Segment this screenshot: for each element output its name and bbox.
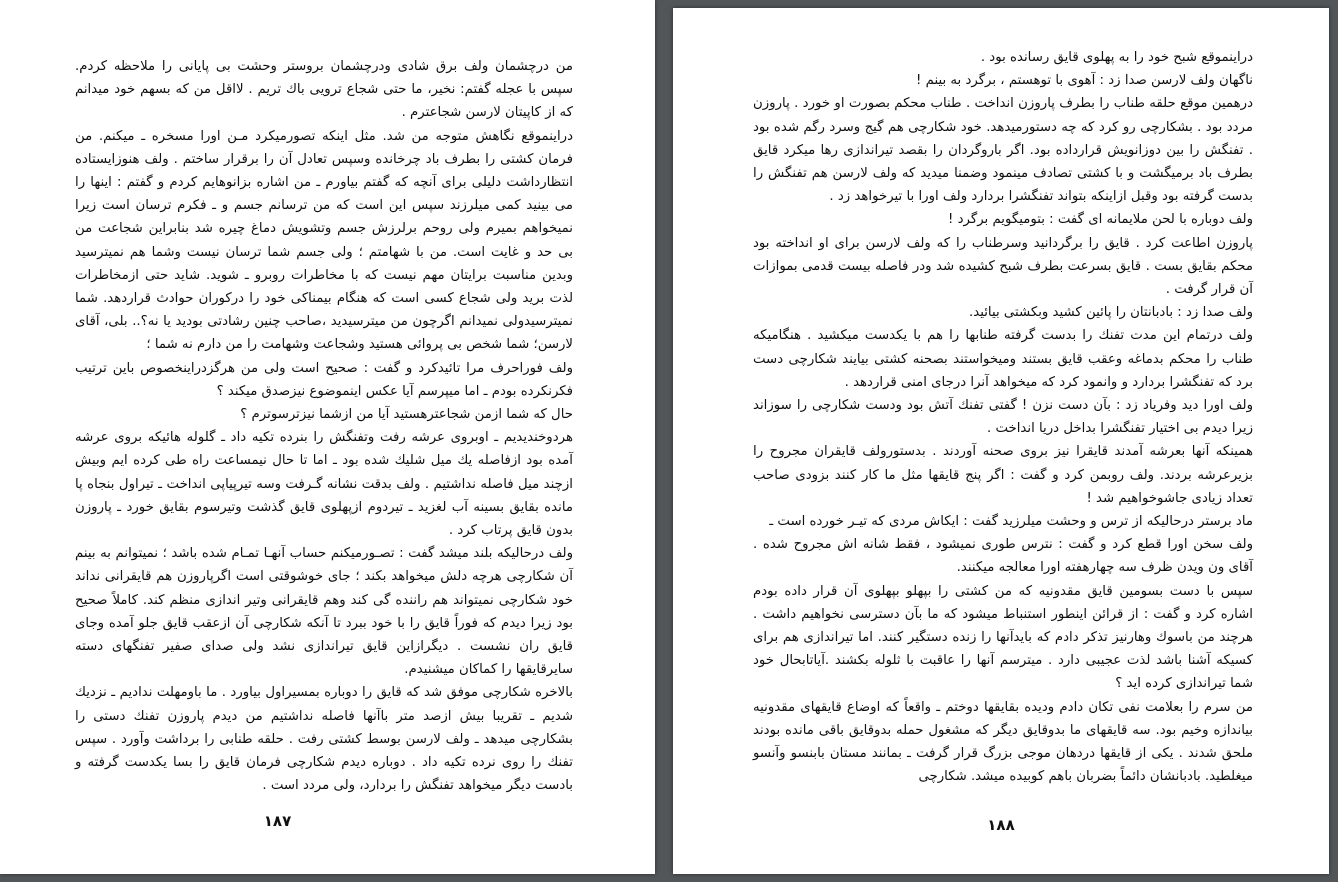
paragraph: سپس با دست بسومین قایق مقدونیه که من کشتی را بپهلو بپهلوی آن قرار داده بودم اشاره کرد و گفت : از قرائن اینطور استنباط میشود که ما بآن دسترسی نخواهیم داشت . هرچند من باسوك وهارنیز تذکر دادم که بایدآنها را زنده دستگیر کنند. اما تیراندازی هم برای کسیکه آشنا باشد لذت عجیبی دارد . میترسم آنها را عاقبت با ثلوله بکشند .آیاتابحال خود شما تیراندازی کرده اید ؟ [753,583,1253,692]
paragraph: ولف سخن اورا قطع کرد و گفت : نترس طوری نمیشود ، فقط شانه اش مجروح شده . آقای ون ویدن ظرف سه چهارهفته اورا معالجه میکنند. [753,537,1253,576]
page-number: ۱۸۷ [263,812,292,830]
paragraph: هردوخندیدیم ـ اوبروی عرشه رفت وتفنگش را بنرده تکیه داد ـ گلوله هائیکه بروی عرشه آمده بود ازفاصله یك میل شلیك شده بود ـ اما تا حال نیمساعت راه طی کرده ایم وبیش ازچند میل فاصله نداشتیم . ولف بدقت نشانه گـرفت وسه تیرپیاپی انداخت ـ تیراول بنجاه پا مانده بقایق بسینه آب لغزید ـ تیردوم ازپهلوی قایق گذشت وتیرسوم بقایق خورد ـ پاروزن بدون قایق پرتاب کرد . [75,430,573,539]
paragraph: همینکه آنها بعرشه آمدند قایقرا نیز بروی صحنه آوردند . بدستورولف قایقران مجروح را بزیرعرشه بردند. ولف روبمن کرد و گفت : اگر پنج قایقها مثل ما کار کنند بزودی صاحب تعداد زیادی جاشوخواهیم شد ! [753,444,1253,506]
paragraph: من سرم را بعلامت نفی تکان دادم ودیده بقایقها دوختم ـ واقعاً که اوضاع قایقهای مقدونیه بیاندازه وخیم بود. سه قایقهای ما بدوقایق دیگر که مشغول حمله بدوقایق باقی مانده بودند ملحق شدند . یکی از قایقها دردهان موجی بزرگ قرار گرفت ـ بمانند مستان بابنسو وآنسو میغلطید. بادبانشان دائماً بضربان باهم کوبیده میشد. شکارچی [753,699,1253,785]
paragraph: بالاخره شکارچی موفق شد که قایق را دوباره بمسیراول بیاورد . ما باومهلت ندادیم ـ نزدیك شدیم ـ تقریبا بیش ازصد متر باآنها فاصله نداشتیم من دیدم پاروزن تفنك دستی را بشکارچی میدهد ـ ولف لارسن بوسط کشتی رفت . حلقه طنابی را برداشت وآورد . سپس تفنك را روی نرده تکیه داد . دوباره دیدم شکارچی فرمان قایق را بسا یکدست گرفته و بادست دیگر میخواهد تفنگش را بردارد، ولی مردد است . [75,685,573,794]
paragraph: پاروزن اطاعت کرد . قایق را برگردانید وسرطناب را که ولف لارسن برای او انداخته بود محکم بقایق بست . قایق بسرعت بطرف شبح کشیده شد ودر فاصله بیست قدمی بموازات آن قرار گرفت . [753,235,1253,298]
paragraph: ولف صدا زد : بادبانتان را پائین کشید وبکشتی بیائید. [968,305,1253,321]
paragraph: ماد برستر درحالیکه از ترس و وحشت میلرزید گفت : ایکاش مردی که تیـر خورده است ـ [769,514,1253,530]
paragraph: درهمین موقع حلقه طناب را بطرف پاروزن انداخت . طناب محکم بصورت او خورد . پاروزن مردد بود . بشکارچی رو کرد که چه دستورمیدهد. خود شکارچی هم گیج وسرد رگم شده بود . تفنگش را بین دوزانویش قرارداده بود. اگر باروگردان را بقصد تیراندازی رها میکرد قایق بطرف باد برمیگشت و با کشتی تصادف مینمود وضمنا میدید که ولف لارسن هم تفنگش را بدست گرفته بود وقبل ازاینکه بتواند تفنگشرا بردارد ولف اورا با تیرخواهد زد . [753,96,1253,205]
page-text [75,55,573,798]
paragraph: ولف اورا دید وفریاد زد : بآن دست نزن ! گفتی تفنك آتش بود ودست شکارچی را سوزاند زیرا دیدم بی اختیار تفنگشرا بداخل دریا انداخت . [753,398,1253,437]
paragraph: دراینموقع نگاهش متوجه من شد. مثل اینکه تصورمیکرد مـن اورا مسخره ـ میکنم. من فرمان کشتی را بطرف باد چرخانده وسپس تعادل آن را برقرار ساختم . ولف هنوزایستاده انتظارداشت دلیلی برای آنچه که گفتم بیاورم ـ من اشاره بزانوهایم کردم و گفتم : اینها را می بینید کمی میلرزند سپس این است که من ترسانم جسم و ـ فکرم ترسان است زیرا نمیخواهم بمیرم ولی روحم برلرزش جسم وتشویش دماغ چیره شد بنابراین شجاعت من بی حد و غایت است. من با شهامتم ؛ ولی جسم شما ترسان نیست وشما هم نمیترسید وبدین مناسبت برایتان مهم نیست که با مخاطرات روبرو ـ شوید. شاید حتی ازمخاطرات لذت برید ولی شجاع کسی است که هنگام بیمناکی خود را درکوران حوادث قراردهد. شما نمیترسیدولی نمیدانم اگرچون من میترسیدید ،صاحب چنین رشادتی بودید یا نه؟.. بلی، آقای لارسن؛ شما شخص بی پروائی هستید وشجاعت وشهامت را من دارم نه شما ؛ [75,128,573,353]
page-number: ۱۸۸ [987,816,1015,834]
page-gap [655,0,673,882]
page-188 [673,8,1329,874]
paragraph: ناگهان ولف لارسن صدا زد : آهوی با توهستم ، برگرد به بینم ! [916,73,1253,89]
paragraph: ولف فوراحرف مرا تائیدکرد و گفت : صحیح است ولی من هرگزدراینخصوص باین ترتیب فکرنکرده بودم ـ اما میپرسم آیا عکس اینموضوع نیزصدق میکند ؟ [75,360,573,399]
page-187 [0,0,655,874]
paragraph: ولف دوباره با لحن ملایمانه ای گفت : بتومیگویم برگرد ! [948,212,1253,228]
paragraph: ولف درتمام این مدت تفنك را بدست گرفته طنابها را هم با یکدست میکشید . هنگامیکه طناب را محکم بدماغه وعقب قایق بستند ومیخواستند بصحنه کشتی بیایند شکارچی دست برد که تفنگشرا بردارد و وانمود کرد که میخواهد آنرا درجای امنی قراردهد . [753,328,1253,390]
paragraph: دراینموقع شبح خود را به پهلوی قایق رسانده بود . [980,50,1253,65]
paragraph: من درچشمان ولف برق شادی ودرچشمان بروستر وحشت بی پایانی را ملاحظه کردم. سپس با عجله گفتم: نخیر، ما حتی شجاع ترویی باك تریم . لااقل من که بسهم خود میدانم که از کاپیتان لارسن شجاعترم . [75,59,573,121]
paragraph: حال که شما ازمن شجاعترهستید آیا من ازشما نیزترسوترم ؟ [240,407,573,423]
page-text [753,46,1253,789]
paragraph: ولف درحالیکه بلند میشد گفت : تصـورمیکنم حساب آنهـا تمـام شده باشد ؛ نمیتوانم به بینم آن شکارچی هرچه دلش میخواهد بکند ؛ جای خوشوقتی است اگرپاروزن هم قایقرانی نداند خود شکارچی نمیتواند هم راننده گی کند وهم قایقرانی وتیر اندازی منظم کند. کاملاً صحیح بود زیرا دیدم که فوراً قایق را با خود ببرد تا آنکه شکارچی آن ازعقب قایق جلو آمده وجای قایق ران نشست . دیگرازاین قایق تیراندازی نشد ولی صدای صفیر تفنگهای دسته سایرقایقها را کماکان میشنیدم. [75,546,573,678]
